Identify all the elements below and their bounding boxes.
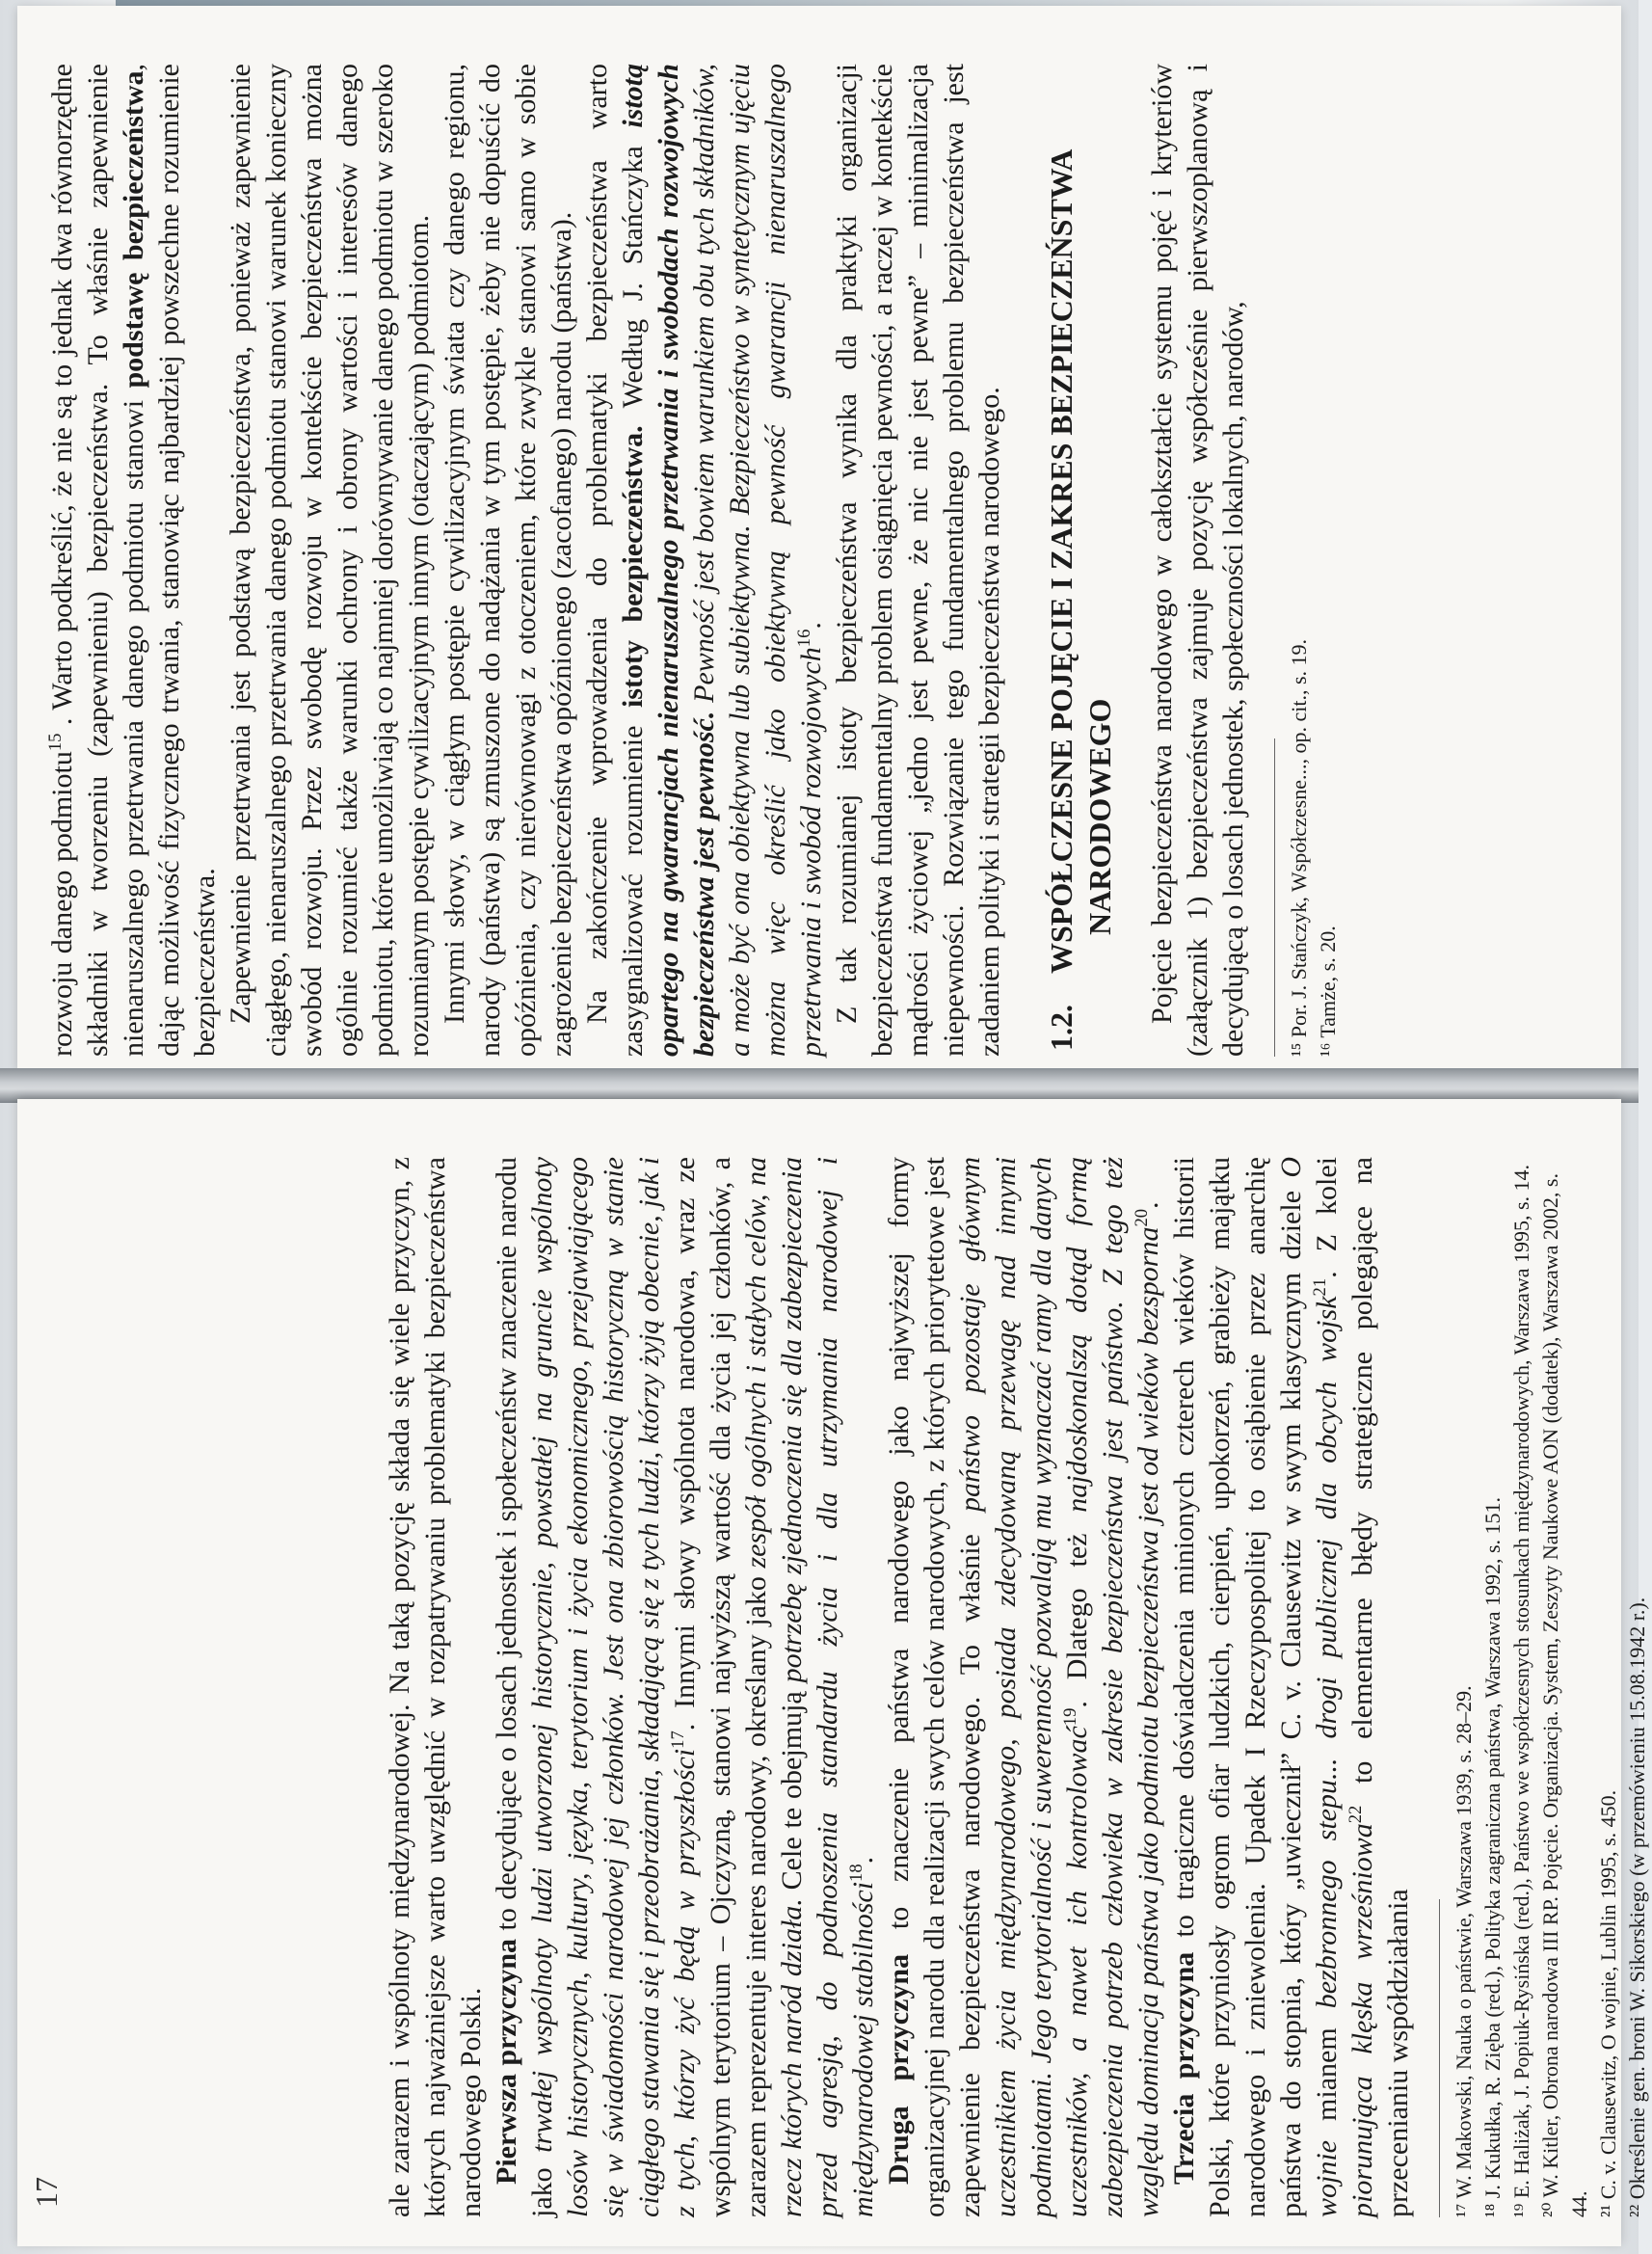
paragraph (1166, 1157, 1416, 2217)
text-run: potrzebę zjednoczenia się dla zabezpieczenia przed agresją, do podnoszenia standardu życia i dla utrzymania narodowej i międzynarodowej stabilności (776, 1157, 879, 2217)
footnote-ref: 20 (1132, 1208, 1152, 1227)
text-run: to elementarne błędy strategiczne polegające na przecenianiu współdziałania (1346, 1157, 1414, 2217)
text-run: Cele te obejmują (776, 1682, 808, 1899)
text-run: państwo pozostaje głównym uczestnikiem życia międzynarodowego, posiada zdecydowaną przewagę nad innymi podmiotami. Jego terytorialność i suwerenność pozwalają mu wyznaczać ramy dla danych uczestników, a nawet ich kontrolować (954, 1157, 1093, 2217)
paragraph (579, 64, 829, 1057)
text-run: . Z kolei (1311, 1156, 1343, 1278)
paragraph (44, 64, 223, 1057)
footnote-separator (1274, 738, 1275, 1057)
paragraph (382, 1157, 489, 2217)
text-run: to znaczenie państwa narodowego jako najwyższej formy organizacyjnej narodu dla realizacji swych celów narodowych, z których priorytetowe jest zapewnienie bezpieczeństwa narodowego. To właśnie (883, 1157, 986, 2217)
text-run: . (847, 1856, 879, 1865)
footnote-ref: 16 (794, 629, 814, 648)
text-run: to tragiczne doświadczenia minionych czterech wieków historii Polski, które przyniosły ogrom ofiar ludzkich, cierpień, upokorzeń, grabieży majątku narodowego i zniewolenia. Upadek I Rzeczypospolitej to osiąbienie przez anarchię państwa do stopnia, który „uwiecznił” C. v. Clausewitz w swym klasycznym dziele (1168, 1157, 1307, 2217)
footnote: ²¹ C. v. Clausewitz, O wojnie, Lublin 1995, s. 450. (1596, 1789, 1620, 2217)
text-run: istoty bezpieczeństwa. (617, 425, 649, 709)
paragraph (489, 1157, 881, 2217)
text-run: trwałej wspólnoty ludzi utworzonej historycznie, powstałej na gruncie wspólnoty losów historycznych, kultury, języka, terytorium i życia ekonomicznego, przejawiającego się w świadomości narodowej jej członków. Jest ona zbiorowością historyczną w stanie ciągłego stawania się i przeobrażania, składającą się z tych ludzi, którzy żyją obecnie, jak i z tych, którzy żyć będą w przyszłości (526, 1156, 701, 2217)
text-run: to decydujące o losach jednostek i społeczeństw znaczenie narodu jako (491, 1156, 558, 2217)
section-title-line1: WSPÓŁCZESNE POJĘCIE I ZAKRES BEZPIECZEŃSTWA (1044, 148, 1079, 974)
top-page-paragraph-after-heading (1144, 64, 1251, 1057)
footnote-ref: 19 (1060, 1707, 1080, 1727)
bottom-page-paragraphs (382, 1157, 1416, 2217)
text-run: Innymi słowy, w ciągłym postępie cywilizacyjnym świata czy danego regionu, narody (państwa) są zmuszone do nadążania w tym postępie, żeby nie dopuścić do opóźnienia, czy nierównowagi z otoczeniem, które zwykle stanowi samo w sobie zagrożenie bezpieczeństwa opóźnionego (zacofanego) narodu (państwa). (439, 64, 577, 1057)
text-run: Pojęcie bezpieczeństwa narodowego w całokształcie systemu pojęć i kryteriów (załącznik 1) bezpieczeństwa zajmuje pozycję współcześnie pierwszoplanową i decydującą o losach jednostek, społeczności lokalnych, narodów, (1146, 64, 1249, 1057)
text-run: piorunująca klęska wrześniowa (1346, 1823, 1378, 2217)
top-book-page (17, 6, 1621, 1070)
footnote: ¹⁹ E. Haliżak, J. Popiuk-Rysińska (red.), Państwo we współczesnych stosunkach międzynarodowych, Warszawa 1995, s. 14. (1509, 1164, 1533, 2217)
text-run: ale zarazem i wspólnoty międzynarodowej. Na taką pozycję składa się wiele przyczyn, z których najważniejsze warto uwzględnić w rozpatrywaniu problematyki bezpieczeństwa narodowego Polski. (384, 1157, 487, 2217)
footnote-ref: 15 (45, 733, 66, 752)
paragraph (223, 64, 437, 1057)
text-run: najdoskonalszą dotąd formą zabezpieczenia potrzeb człowieka w zakresie bezpieczeństwa jest państwo. Z tego też względu dominacja państwa jako podmiotu bezpieczeństwa jest od wieków bezsporna (1061, 1157, 1164, 2217)
text-run: Pewność jest bowiem warunkiem obu tych składników, a może być ona obiektywna lub subiektywna. Bezpieczeństwo w syntetycznym ujęciu można więc określić jako obiektywną pewność gwarancji nienaruszalnego przetrwania i swobód rozwojowych (688, 64, 827, 1057)
text-run: mianem (1311, 2008, 1343, 2140)
book-spine-gutter (0, 1068, 1639, 1103)
text-run: istotą opartego na gwarancjach nienaruszalnego przetrwania i swobodach rozwojowych bezpieczeństwa jest pewność. (617, 64, 720, 1057)
section-title-line2: NARODOWEGO (1082, 698, 1117, 935)
footnote: ²² Określenie gen. broni W. Sikorskiego (w przemówieniu 15.08.1942 r.). (1625, 1597, 1649, 2217)
text-run: Według J. Stańczyka (617, 127, 649, 426)
footnote: ¹⁸ J. Kukułka, R. Zięba (red.), Polityka zagraniczna państwa, Warszawa 1992, s. 151. (1480, 1496, 1505, 2217)
text-run: Zapewnienie przetrwania jest podstawą bezpieczeństwa, ponieważ zapewnienie ciągłego, nienaruszalnego przetrwania danego podmiotu stanowi warunek konieczny swobód rozwoju. Przez swobodę rozwoju w kontekście bezpieczeństwa można ogólnie rozumieć także warunki ochrony i obrony wartości i interesów danego podmiotu, które umożliwiają co najmniej dorównywanie danego podmiotu w szeroko rozumianym postępie cywilizacyjnym innym (otaczającym) podmiotom. (225, 64, 435, 1057)
text-run: . (1132, 1201, 1164, 1209)
footnote-ref: 17 (668, 1731, 688, 1749)
text-run: Trzecia przyczyna (1168, 1951, 1200, 2185)
footnote-ref: 18 (846, 1864, 866, 1882)
text-run: , dając możliwość fizycznego trwania, stanowiąc najbardziej powszechne rozumienie bezpieczeństwa. (118, 64, 221, 1057)
bottom-book-page (17, 1099, 1649, 2246)
text-run: Pierwsza przyczyna (491, 1938, 522, 2185)
text-run: zespół ogólnych i stałych celów, na rzecz których naród działa. (740, 1157, 808, 2217)
text-run: . Dlatego też (1061, 1512, 1093, 1708)
section-number: 1.2. (1044, 1005, 1079, 1051)
top-page-text-block (44, 64, 1558, 1057)
top-page-paragraphs (44, 64, 1007, 1057)
bottom-page-text-block (382, 1156, 1649, 2217)
paragraph (1144, 64, 1251, 1057)
section-heading (1042, 64, 1119, 1057)
text-run: podstawę bezpieczeństwa (118, 70, 149, 389)
text-run: Z tak rozumianej istoty bezpieczeństwa wynika dla praktyki organizacji bezpieczeństwa fundamentalny problem osiągnięcia pewności, a raczej w kontekście mądrości życiowej „jedno jest pewne, że nic nie jest pewne” – minimalizacja niepewności. Rozwiązanie tego fundamentalnego problemu bezpieczeństwa jest zadaniem polityki i strategii bezpieczeństwa narodowego. (831, 64, 1005, 1057)
text-run: Druga przyczyna (883, 1953, 915, 2185)
footnote-ref: 21 (1310, 1277, 1330, 1297)
text-run: O wojnie (1275, 1157, 1343, 2217)
page-number: 17 (29, 2177, 64, 2208)
footnote-ref: 22 (1346, 1805, 1366, 1824)
text-run: rozwoju danego podmiotu (46, 751, 78, 1057)
paragraph (437, 64, 579, 1057)
text-run: Na zakończenie wprowadzenia do problematyki bezpieczeństwa warto zasygnalizować rozumienie (581, 64, 649, 1057)
text-run: . Innymi słowy wspólnota narodowa, wraz ze wspólnym terytorium – Ojczyzną, stanowi najwyższą wartość dla życia jej członków, a zarazem reprezentuje interes narodowy, określany jako (669, 1157, 772, 2217)
paragraph (881, 1157, 1166, 2217)
footnote: ¹⁵ Por. J. Stańczyk, Współczesne..., op. cit., s. 19. (1287, 638, 1311, 1057)
text-run: . (795, 622, 827, 630)
footnote: ¹⁶ Tamże, s. 20. (1316, 926, 1340, 1057)
footnote: ¹⁷ W. Makowski, Nauka o państwie, Warszawa 1939, s. 28–29. (1452, 1685, 1476, 2217)
text-run: bezbronnego stepu... drogi publicznej dla obcych wojsk (1311, 1296, 1343, 2009)
footnote: ²⁰ W. Kitler, Obrona narodowa III RP. Pojęcie. Organizacja. System, Zeszyty Naukowe AON (dodatek), Warszawa 2002, s. 44. (1538, 1173, 1591, 2217)
paragraph (829, 64, 1007, 1057)
footnote-separator (1439, 1899, 1440, 2217)
text-run: . Warto podkreślić, że nie są to jednak dwa równorzędne składniki w tworzeniu (zapewnieniu) bezpieczeństwa. To właśnie zapewnienie nienaruszalnego przetrwania danego podmiotu stanowi (46, 64, 149, 1057)
